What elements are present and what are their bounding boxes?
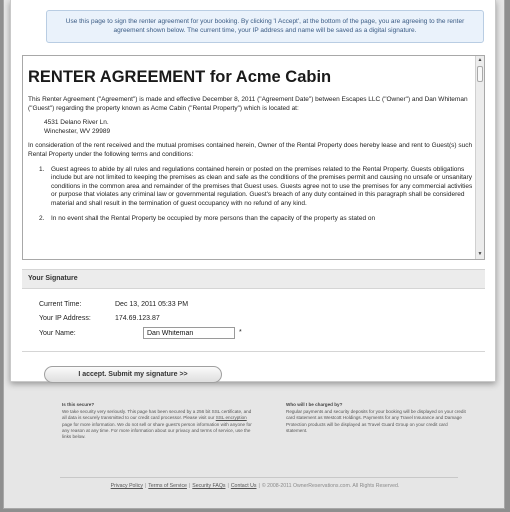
- agreement-intro: This Renter Agreement ("Agreement") is made and effective December 8, 2011 ("Agreement Date") between Escapes LLC ("Owner") and Dan Whiteman ("Guest") regarding the property known as Acme Cabin ("Rental Property") which is located at:: [28, 96, 468, 112]
- security-text-part1: We take security very seriously. This page has been secured by a 256 bit SSL certificate, and all data is securely transmitted to our credit card processor. Please visit our: [62, 409, 252, 421]
- current-time-value: Dec 13, 2011 05:33 PM: [115, 301, 189, 308]
- link-separator: |: [258, 483, 260, 489]
- term-item: [39, 166, 475, 209]
- page-background: [3, 0, 505, 509]
- terms-list: [39, 166, 475, 224]
- ip-address-label: Your IP Address:: [39, 315, 91, 322]
- address-line-1: 4531 Delano River Ln.: [44, 119, 109, 127]
- accept-submit-button[interactable]: I accept. Submit my signature >>: [44, 366, 222, 383]
- address-line-2: Winchester, WV 29989: [44, 127, 111, 135]
- section-divider: [22, 351, 485, 352]
- term-number: 1.: [39, 165, 45, 173]
- current-time-label: Current Time:: [39, 301, 82, 308]
- term-item: [39, 215, 475, 224]
- scroll-up-arrow-icon[interactable]: ▲: [477, 57, 483, 63]
- ssl-encryption-link[interactable]: SSL encryption: [215, 415, 247, 421]
- contact-us-link[interactable]: Contact Us: [230, 483, 257, 489]
- link-separator: |: [188, 483, 191, 489]
- property-address: [44, 119, 475, 136]
- link-separator: |: [227, 483, 229, 489]
- security-text-part2: page for more information. We do not sell or share guest's person information with anyone for any reason at any time. For more information about our privacy and terms of service, use the links below.: [62, 421, 252, 440]
- footer-links: [4, 483, 506, 489]
- term-text: In no event shall the Rental Property be occupied by more persons than the capacity of the property as stated on: [51, 214, 376, 222]
- instruction-notice: [46, 10, 484, 43]
- agreement-content: [28, 60, 475, 229]
- agreement-consideration: In consideration of the rent received and the mutual promises contained herein, Owner of the Rental Property does hereby lease and rent to Guest(s) such Rental Property under the following terms and conditions:: [28, 142, 473, 158]
- billing-heading: Who will I be charged by?: [286, 402, 343, 407]
- terms-of-service-link[interactable]: Terms of Service: [148, 483, 187, 489]
- agreement-scroll-box[interactable]: [22, 55, 485, 260]
- security-faqs-link[interactable]: Security FAQs: [192, 483, 226, 489]
- privacy-policy-link[interactable]: Privacy Policy: [110, 483, 143, 489]
- name-label: Your Name:: [39, 330, 76, 337]
- scroll-thumb[interactable]: [477, 66, 483, 82]
- signature-section-header: Your Signature: [22, 269, 485, 289]
- term-text: Guest agrees to abide by all rules and regulations contained herein or posted on the premises related to the Rental Property. Guests obligations include but are not limited to keeping the premises as clean and safe as the conditions of the premises permit and causing no unsafe or unsanitary conditions in the common area and remainder of the premises that Guest uses. Guests agree not to use the premises for any commercial activities or purpose that violates any criminal law or governmental regulation. Guest's breach of any duty contained in this paragraph shall be considered material and shall result in the termination of guest occupancy with no refund of any kind.: [51, 165, 473, 207]
- agreement-card: [10, 0, 496, 382]
- required-marker: *: [239, 329, 242, 336]
- security-text: [62, 409, 254, 440]
- term-number: 2.: [39, 214, 45, 222]
- name-field[interactable]: [143, 327, 235, 339]
- scroll-down-arrow-icon[interactable]: ▼: [477, 251, 483, 257]
- copyright-text: © 2008-2011 OwnerReservations.com. All Rights Reserved.: [261, 483, 400, 489]
- agreement-scrollbar[interactable]: [475, 56, 484, 259]
- footer-divider: [60, 477, 458, 478]
- link-separator: |: [144, 483, 147, 489]
- agreement-title: RENTER AGREEMENT for Acme Cabin: [28, 68, 332, 86]
- ip-address-value: 174.69.123.87: [115, 315, 160, 322]
- instruction-text: Use this page to sign the renter agreement for your booking. By clicking 'I Accept', at the bottom of the page, you are agreeing to the renter agreement shown below. The current time, your IP address and name will be saved as a digital signature.: [65, 18, 465, 34]
- security-heading: Is this secure?: [62, 402, 95, 407]
- billing-info: [286, 402, 466, 434]
- security-info: [62, 402, 254, 440]
- billing-text: Regular payments and security deposits for your booking will be displayed on your credit card statement as Westcott Holdings. Payments for any Travel Insurance and Damage Protection products will be displayed as Travel Guard Group on your credit card statement.: [286, 409, 466, 433]
